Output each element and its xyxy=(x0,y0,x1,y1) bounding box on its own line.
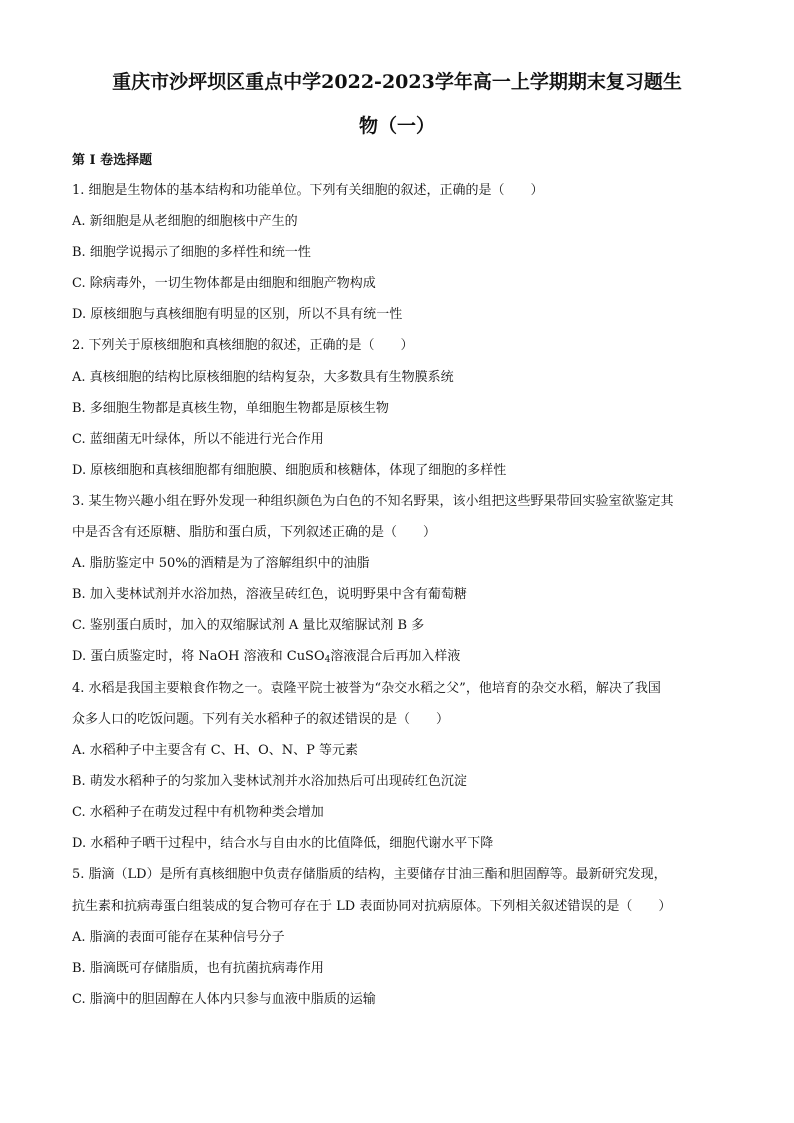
question-4-option-c: C. 水稻种子在萌发过程中有机物种类会增加 xyxy=(72,805,324,820)
question-1-option-a: A. 新细胞是从老细胞的细胞核中产生的 xyxy=(72,214,298,229)
question-4-option-d: D. 水稻种子晒干过程中，结合水与自由水的比值降低，细胞代谢水平下降 xyxy=(72,836,494,851)
question-5-option-c: C. 脂滴中的胆固醇在人体内只参与血液中脂质的运输 xyxy=(72,992,376,1007)
question-2-stem: 2. 下列关于原核细胞和真核细胞的叙述，正确的是（ ） xyxy=(72,338,414,353)
question-3-option-b: B. 加入斐林试剂并水浴加热，溶液呈砖红色，说明野果中含有葡萄糖 xyxy=(72,587,467,602)
question-4-option-b: B. 萌发水稻种子的匀浆加入斐林试剂并水浴加热后可出现砖红色沉淀 xyxy=(72,774,467,789)
section-heading: 第 I 卷选择题 xyxy=(72,153,153,168)
question-3-option-c: C. 鉴别蛋白质时，加入的双缩脲试剂 A 量比双缩脲试剂 B 多 xyxy=(72,618,425,633)
question-3-stem-line-2: 中是否含有还原糖、脂肪和蛋白质，下列叙述正确的是（ ） xyxy=(72,525,437,540)
question-5-option-a: A. 脂滴的表面可能存在某种信号分子 xyxy=(72,930,285,945)
question-4-stem-line-1: 4. 水稻是我国主要粮食作物之一。袁隆平院士被誉为“杂交水稻之父”，他培育的杂交水稻，解决了我国 xyxy=(72,681,661,696)
question-1-option-d: D. 原核细胞与真核细胞有明显的区别，所以不具有统一性 xyxy=(72,307,403,322)
exam-title-line-1: 重庆市沙坪坝区重点中学2022-2023学年高一上学期期末复习题生 xyxy=(112,71,682,93)
exam-title-line-2: 物（一） xyxy=(358,115,435,137)
question-2-option-a: A. 真核细胞的结构比原核细胞的结构复杂，大多数具有生物膜系统 xyxy=(72,370,454,385)
question-4-option-a: A. 水稻种子中主要含有 C、H、O、N、P 等元素 xyxy=(72,743,358,758)
question-3-option-d-subscript: 4 xyxy=(324,655,331,665)
question-2-option-b: B. 多细胞生物都是真核生物，单细胞生物都是原核生物 xyxy=(72,401,389,416)
question-3-option-d-text: D. 蛋白质鉴定时，将 NaOH 溶液和 CuSO xyxy=(72,649,325,664)
question-3-stem-line-1: 3. 某生物兴趣小组在野外发现一种组织颜色为白色的不知名野果，该小组把这些野果带回实验室欲鉴定其 xyxy=(72,494,674,509)
question-1-option-c: C. 除病毒外，一切生物体都是由细胞和细胞产物构成 xyxy=(72,276,376,291)
question-5-option-b: B. 脂滴既可存储脂质，也有抗菌抗病毒作用 xyxy=(72,961,324,976)
question-3-option-d-text-end: 溶液混合后再加入样液 xyxy=(330,649,461,664)
question-5-stem-line-1: 5. 脂滴（LD）是所有真核细胞中负责存储脂质的结构，主要储存甘油三酯和胆固醇等。最新研究发现， xyxy=(72,867,667,882)
question-4-stem-line-2: 众多人口的吃饭问题。下列有关水稻种子的叙述错误的是（ ） xyxy=(72,712,450,727)
question-1-stem: 1. 细胞是生物体的基本结构和功能单位。下列有关细胞的叙述，正确的是（ ） xyxy=(72,183,544,198)
question-2-option-c: C. 蓝细菌无叶绿体，所以不能进行光合作用 xyxy=(72,432,324,447)
question-2-option-d: D. 原核细胞和真核细胞都有细胞膜、细胞质和核糖体，体现了细胞的多样性 xyxy=(72,463,507,478)
question-3-option-d xyxy=(72,648,732,669)
question-5-stem-line-2: 抗生素和抗病毒蛋白组装成的复合物可存在于 LD 表面协同对抗病原体。下列相关叙述错误的是（ ） xyxy=(72,899,672,914)
question-1-option-b: B. 细胞学说揭示了细胞的多样性和统一性 xyxy=(72,245,311,260)
question-3-option-a: A. 脂肪鉴定中 50%的酒精是为了溶解组织中的油脂 xyxy=(72,556,370,571)
